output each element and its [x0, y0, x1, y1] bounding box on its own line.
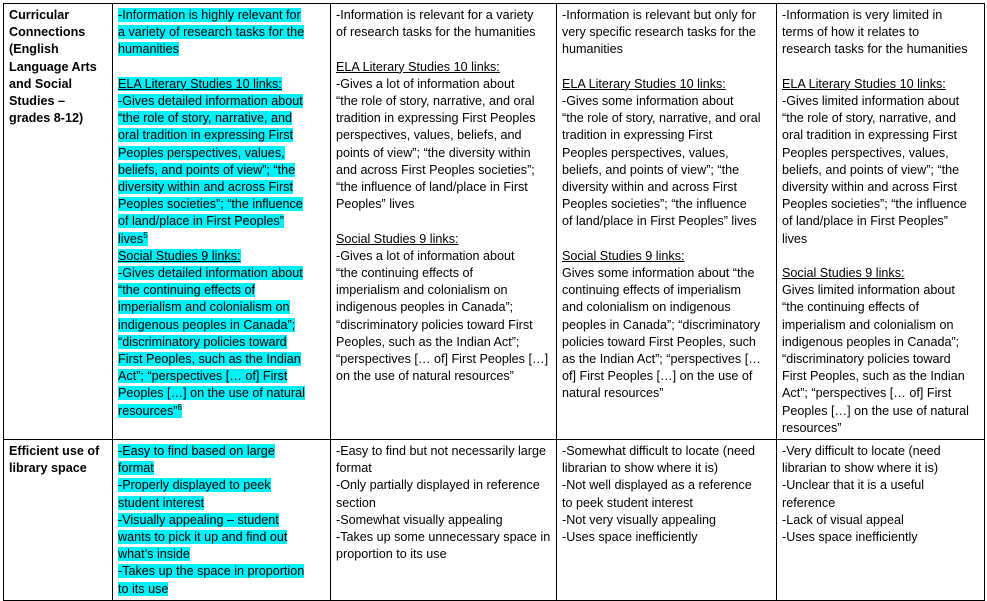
social-studies-heading	[782, 265, 979, 282]
social-studies-line-text: Peoples, such as the Indian Act”;	[336, 334, 520, 349]
library-space-line-text: format	[118, 461, 154, 476]
ela-line	[782, 162, 979, 179]
social-studies-line-text: continuing effects of imperialism	[562, 283, 741, 298]
social-studies-line-text: Peoples […] on the use of natural	[118, 386, 305, 401]
cell-library-space-level-4	[777, 440, 985, 601]
ela-line-text: lives	[782, 231, 808, 246]
library-space-line	[562, 460, 771, 477]
library-space-line-text: -Takes up some unnecessary space in	[336, 530, 551, 545]
social-studies-line	[336, 282, 551, 299]
criterion-line	[9, 110, 107, 127]
ela-line-text: of land/place in First Peoples”	[782, 214, 948, 229]
social-studies-line-text: natural resources”	[562, 386, 664, 401]
ela-line-text: diversity within and across First	[562, 180, 737, 195]
social-studies-line-last-words: resources”	[118, 403, 178, 418]
library-space-line-text: reference	[782, 495, 836, 510]
social-studies-line-text: First Peoples, such as the Indian	[782, 369, 965, 384]
ela-line	[118, 196, 322, 213]
relevance-line	[336, 7, 551, 24]
cell-library-space-level-1	[113, 440, 331, 601]
social-studies-line-text: of] First Peoples […] on the use of	[562, 369, 753, 384]
relevance-line	[782, 24, 979, 41]
ela-line-text: beliefs, and points of view”; “the	[562, 162, 740, 177]
social-studies-line	[782, 403, 979, 420]
social-studies-line	[782, 420, 979, 437]
library-space-line-text: -Very difficult to locate (need	[782, 444, 941, 459]
ela-line	[782, 213, 979, 230]
criterion-efficient-use-of-library-space	[4, 440, 113, 601]
cell-library-space-level-2	[331, 440, 557, 601]
social-studies-line-text: indigenous peoples in Canada”;	[118, 317, 296, 332]
ela-line	[336, 179, 551, 196]
ela-line	[118, 213, 322, 230]
ela-line-text: “the role of story, narrative, and oral	[336, 94, 535, 108]
library-space-line	[118, 546, 322, 563]
ela-line	[118, 179, 322, 196]
relevance-line-text: -Information is highly relevant for	[118, 8, 301, 22]
ela-line-text: Peoples societies”; “the influence	[562, 197, 747, 212]
ela-line-text: Peoples societies”; “the influence	[118, 197, 303, 212]
library-space-line-text: -Easy to find but not necessarily large	[336, 444, 547, 459]
ela-heading	[562, 76, 771, 93]
social-studies-line-text: “the continuing effects of	[118, 283, 255, 298]
library-space-line	[562, 512, 771, 529]
cell-curricular-level-2	[331, 4, 557, 440]
criterion-line-text: Language Arts	[9, 59, 97, 74]
social-studies-line	[782, 334, 979, 351]
ela-line-text: of land/place in First Peoples” lives	[562, 214, 757, 229]
paragraph-gap	[336, 213, 551, 230]
relevance-line	[118, 41, 322, 58]
criterion-line-text: grades 8-12)	[9, 111, 84, 126]
social-studies-heading-text: Social Studies 9 links:	[562, 248, 685, 263]
library-space-line-text: wants to pick it up and find out	[118, 530, 288, 545]
cell-curricular-level-4	[777, 4, 985, 440]
cell-curricular-level-1	[113, 4, 331, 440]
social-studies-line	[118, 385, 322, 402]
criterion-line	[9, 59, 107, 76]
relevance-line-text: humanities	[118, 42, 179, 57]
library-space-line-text: librarian to show where it is)	[562, 461, 719, 476]
relevance-line	[782, 41, 979, 58]
library-space-line	[118, 563, 322, 580]
library-space-line	[118, 477, 322, 494]
ela-line	[562, 179, 771, 196]
ela-line	[336, 127, 551, 144]
ela-line-text: diversity within and across First	[118, 180, 293, 195]
ela-line-text: tradition in expressing First	[562, 128, 713, 143]
ela-line	[782, 196, 979, 213]
relevance-line-text: terms of how it relates to	[782, 25, 920, 40]
library-space-line	[118, 495, 322, 512]
social-studies-line-text: resources”	[782, 420, 842, 435]
criterion-line-text: Studies –	[9, 94, 65, 109]
relevance-line-text: of research tasks for the humanities	[336, 25, 536, 40]
social-studies-line	[336, 351, 551, 368]
library-space-line	[782, 443, 979, 460]
library-space-line	[336, 546, 551, 563]
ela-line-text: -Gives a lot of information about	[336, 76, 515, 91]
library-space-line	[562, 495, 771, 512]
social-studies-line	[782, 351, 979, 368]
footnote-marker: 6	[177, 402, 182, 412]
library-space-line-text: librarian to show where it is)	[782, 461, 939, 476]
library-space-line	[118, 512, 322, 529]
relevance-line	[336, 24, 551, 41]
library-space-line-text: -Not very visually appealing	[562, 512, 716, 527]
library-space-line	[336, 477, 551, 494]
library-space-line	[782, 460, 979, 477]
social-studies-line-text: “discriminatory policies toward First	[336, 317, 533, 332]
library-space-line-text: proportion to its use	[336, 547, 447, 562]
social-studies-line-text: Gives some information about “the	[562, 266, 755, 281]
social-studies-line-text: “perspectives [… of] First Peoples […]	[336, 352, 549, 367]
social-studies-line-text: “discriminatory policies toward	[118, 334, 287, 349]
ela-line	[118, 110, 322, 127]
row-curricular-connections	[4, 4, 985, 440]
social-studies-line-last-text	[118, 404, 182, 418]
criterion-line-text: and Social	[9, 76, 72, 91]
ela-heading	[782, 76, 979, 93]
ela-line-text: “the role of story, narrative, and	[782, 111, 957, 126]
relevance-line	[562, 41, 771, 58]
relevance-line-text: research tasks for the humanities	[782, 42, 968, 57]
social-studies-line	[336, 334, 551, 351]
library-space-line	[336, 512, 551, 529]
paragraph-gap	[562, 231, 771, 248]
social-studies-line-text: indigenous peoples in Canada”;	[782, 334, 960, 349]
ela-line-text: -Gives some information about	[562, 94, 734, 108]
social-studies-line	[118, 351, 322, 368]
library-space-line-text: -Uses space inefficiently	[782, 530, 918, 545]
social-studies-heading-text: Social Studies 9 links:	[118, 248, 241, 263]
library-space-line	[782, 495, 979, 512]
library-space-line	[118, 529, 322, 546]
library-space-line-text: what’s inside	[118, 547, 190, 562]
footnote-marker: 5	[143, 230, 148, 240]
social-studies-line	[562, 385, 771, 402]
library-space-line-text: -Not well displayed as a reference	[562, 478, 752, 493]
social-studies-line	[782, 299, 979, 316]
social-studies-line	[562, 299, 771, 316]
paragraph-gap	[782, 59, 979, 76]
ela-line-text: points of view”; “the diversity within	[336, 145, 531, 160]
ela-line	[118, 93, 322, 110]
ela-line	[782, 145, 979, 162]
ela-line	[782, 231, 979, 248]
social-studies-line-text: indigenous peoples in Canada”;	[336, 300, 514, 315]
social-studies-line	[118, 282, 322, 299]
library-space-line	[782, 512, 979, 529]
social-studies-line	[118, 334, 322, 351]
relevance-line	[118, 7, 322, 24]
criterion-curricular-connections	[4, 4, 113, 440]
ela-line	[336, 196, 551, 213]
ela-line	[562, 213, 771, 230]
social-studies-line	[562, 334, 771, 351]
ela-line	[562, 110, 771, 127]
social-studies-line	[782, 368, 979, 385]
ela-line	[336, 76, 551, 93]
ela-line-lives-text	[118, 232, 148, 246]
social-studies-heading-text: Social Studies 9 links:	[336, 231, 459, 246]
social-studies-line-text: as the Indian Act”; “perspectives […	[562, 352, 761, 367]
ela-line-text: perspectives, values, beliefs, and	[336, 128, 522, 143]
library-space-line	[782, 529, 979, 546]
social-studies-line-text: Gives limited information about	[782, 283, 955, 298]
social-studies-line-text: “the continuing effects of	[336, 266, 473, 281]
ela-line	[118, 145, 322, 162]
ela-heading-text: ELA Literary Studies 10 links:	[782, 76, 946, 91]
criterion-line	[9, 443, 107, 460]
criterion-line-text: library space	[9, 461, 87, 476]
ela-heading-text: ELA Literary Studies 10 links:	[562, 76, 726, 91]
library-space-line-text: -Somewhat difficult to locate (need	[562, 444, 755, 459]
social-studies-heading	[336, 231, 551, 248]
library-space-line-text: student interest	[118, 495, 205, 510]
social-studies-heading-text: Social Studies 9 links:	[782, 266, 905, 281]
ela-line	[562, 93, 771, 110]
ela-line	[118, 162, 322, 179]
row-efficient-use-of-library-space	[4, 440, 985, 601]
social-studies-line	[118, 299, 322, 316]
ela-line-text: Peoples perspectives, values,	[118, 145, 285, 160]
ela-heading	[336, 59, 551, 76]
paragraph-gap	[562, 59, 771, 76]
social-studies-line	[336, 299, 551, 316]
social-studies-line-text: and colonialism on indigenous	[562, 300, 731, 315]
ela-line-text: -Gives limited information about	[782, 94, 960, 108]
rubric-table	[3, 3, 985, 601]
ela-line	[782, 93, 979, 110]
library-space-line-text: -Unclear that it is a useful	[782, 478, 925, 493]
social-studies-line-text: -Gives a lot of information about	[336, 248, 515, 263]
library-space-line-text: -Uses space inefficiently	[562, 530, 698, 545]
social-studies-line-text: “discriminatory policies toward	[782, 352, 951, 367]
library-space-line-text: -Properly displayed to peek	[118, 478, 271, 493]
library-space-line-text: format	[336, 461, 372, 476]
ela-line-text: Peoples societies”; “the influence	[782, 197, 967, 212]
social-studies-line-text: peoples in Canada”; “discriminatory	[562, 317, 761, 332]
library-space-line-text: -Lack of visual appeal	[782, 512, 904, 527]
ela-line	[562, 145, 771, 162]
ela-line-text: of land/place in First Peoples”	[118, 214, 284, 229]
social-studies-line-text: policies toward First Peoples, such	[562, 334, 756, 349]
ela-line	[782, 127, 979, 144]
social-studies-line-last	[118, 403, 322, 420]
ela-line-text: oral tradition in expressing First	[118, 128, 293, 143]
social-studies-line-text: Act”; “perspectives [… of] First	[118, 369, 288, 384]
relevance-line-text: -Information is relevant but only for	[562, 8, 756, 22]
library-space-line-text: -Visually appealing – student	[118, 512, 279, 527]
paragraph-gap	[336, 41, 551, 58]
social-studies-line-text: imperialism and colonialism on	[336, 283, 508, 298]
library-space-line	[562, 529, 771, 546]
library-space-line	[336, 443, 551, 460]
relevance-line-text: humanities	[562, 42, 623, 57]
library-space-line	[118, 443, 322, 460]
library-space-line	[118, 581, 322, 598]
social-studies-line	[336, 317, 551, 334]
relevance-line-text: -Information is relevant for a variety	[336, 8, 534, 22]
criterion-line	[9, 7, 107, 24]
social-studies-line-text: on the use of natural resources”	[336, 369, 514, 384]
library-space-line-text: to its use	[118, 581, 169, 596]
relevance-line	[782, 7, 979, 24]
social-studies-line	[336, 265, 551, 282]
social-studies-line	[562, 368, 771, 385]
library-space-line-text: -Easy to find based on large	[118, 444, 275, 459]
cell-library-space-level-3	[557, 440, 777, 601]
cell-curricular-level-3	[557, 4, 777, 440]
relevance-line	[562, 7, 771, 24]
ela-line	[118, 127, 322, 144]
library-space-line	[562, 477, 771, 494]
criterion-line	[9, 460, 107, 477]
criterion-line	[9, 93, 107, 110]
relevance-line-text: a variety of research tasks for the	[118, 25, 305, 40]
ela-line-text: beliefs, and points of view”; “the	[118, 162, 296, 177]
social-studies-line	[562, 265, 771, 282]
ela-line	[336, 162, 551, 179]
ela-line	[562, 196, 771, 213]
criterion-line-text: Efficient use of	[9, 444, 100, 459]
ela-line	[336, 110, 551, 127]
ela-line-text: Peoples perspectives, values,	[782, 145, 949, 160]
social-studies-line	[336, 248, 551, 265]
social-studies-line	[118, 265, 322, 282]
ela-line	[562, 162, 771, 179]
criterion-line	[9, 76, 107, 93]
criterion-line	[9, 41, 107, 58]
ela-line-lives-words: lives	[118, 231, 144, 246]
library-space-line	[782, 477, 979, 494]
relevance-line	[562, 24, 771, 41]
library-space-line-text: to peek student interest	[562, 495, 693, 510]
social-studies-line-text: Peoples […] on the use of natural	[782, 403, 969, 418]
ela-line	[782, 179, 979, 196]
social-studies-line	[782, 317, 979, 334]
social-studies-line-text: imperialism and colonialism on	[118, 300, 290, 315]
ela-line-text: diversity within and across First	[782, 180, 957, 195]
relevance-line-text: very specific research tasks for the	[562, 25, 756, 40]
ela-line-text: tradition in expressing First Peoples	[336, 111, 536, 126]
social-studies-line	[118, 317, 322, 334]
social-studies-line	[562, 317, 771, 334]
ela-line-lives	[118, 231, 322, 248]
ela-line	[336, 145, 551, 162]
social-studies-heading	[562, 248, 771, 265]
library-space-line	[118, 460, 322, 477]
social-studies-line-text: -Gives detailed information about	[118, 266, 303, 281]
social-studies-heading	[118, 248, 322, 265]
relevance-line	[118, 24, 322, 41]
social-studies-line-text: “the continuing effects of	[782, 300, 919, 315]
library-space-line-text: -Somewhat visually appealing	[336, 512, 503, 527]
ela-heading	[118, 76, 322, 93]
ela-line-text: “the role of story, narrative, and	[118, 111, 293, 126]
library-space-line-text: -Only partially displayed in reference	[336, 478, 540, 493]
ela-line-text: “the influence of land/place in First	[336, 180, 528, 195]
relevance-line-text: -Information is very limited in	[782, 8, 943, 22]
library-space-line-text: -Takes up the space in proportion	[118, 564, 305, 579]
social-studies-line-text: imperialism and colonialism on	[782, 317, 954, 332]
ela-line	[562, 127, 771, 144]
social-studies-line	[562, 351, 771, 368]
social-studies-line	[118, 368, 322, 385]
library-space-line	[562, 443, 771, 460]
social-studies-line-text: Act”; “perspectives [… of] First	[782, 386, 952, 401]
ela-line-text: Peoples perspectives, values,	[562, 145, 729, 160]
social-studies-line	[782, 282, 979, 299]
ela-line-text: oral tradition in expressing First	[782, 128, 957, 143]
social-studies-line	[562, 282, 771, 299]
library-space-line	[336, 529, 551, 546]
social-studies-line	[336, 368, 551, 385]
ela-line-text: Peoples” lives	[336, 197, 415, 212]
social-studies-line-text: First Peoples, such as the Indian	[118, 352, 301, 367]
criterion-line	[9, 24, 107, 41]
paragraph-gap	[118, 59, 322, 76]
criterion-line-text: (English	[9, 42, 59, 57]
library-space-line	[336, 460, 551, 477]
ela-heading-text: ELA Literary Studies 10 links:	[336, 59, 500, 74]
ela-heading-text: ELA Literary Studies 10 links:	[118, 76, 282, 91]
paragraph-gap	[782, 248, 979, 265]
ela-line-text: beliefs, and points of view”; “the	[782, 162, 960, 177]
ela-line-text: and across First Peoples societies”;	[336, 162, 535, 177]
social-studies-line	[782, 385, 979, 402]
ela-line	[336, 93, 551, 110]
criterion-line-text: Curricular	[9, 8, 70, 22]
ela-line-text: “the role of story, narrative, and oral	[562, 111, 761, 126]
ela-line-text: -Gives detailed information about	[118, 94, 303, 108]
library-space-line-text: section	[336, 495, 376, 510]
library-space-line	[336, 495, 551, 512]
ela-line	[782, 110, 979, 127]
criterion-line-text: Connections	[9, 25, 86, 40]
